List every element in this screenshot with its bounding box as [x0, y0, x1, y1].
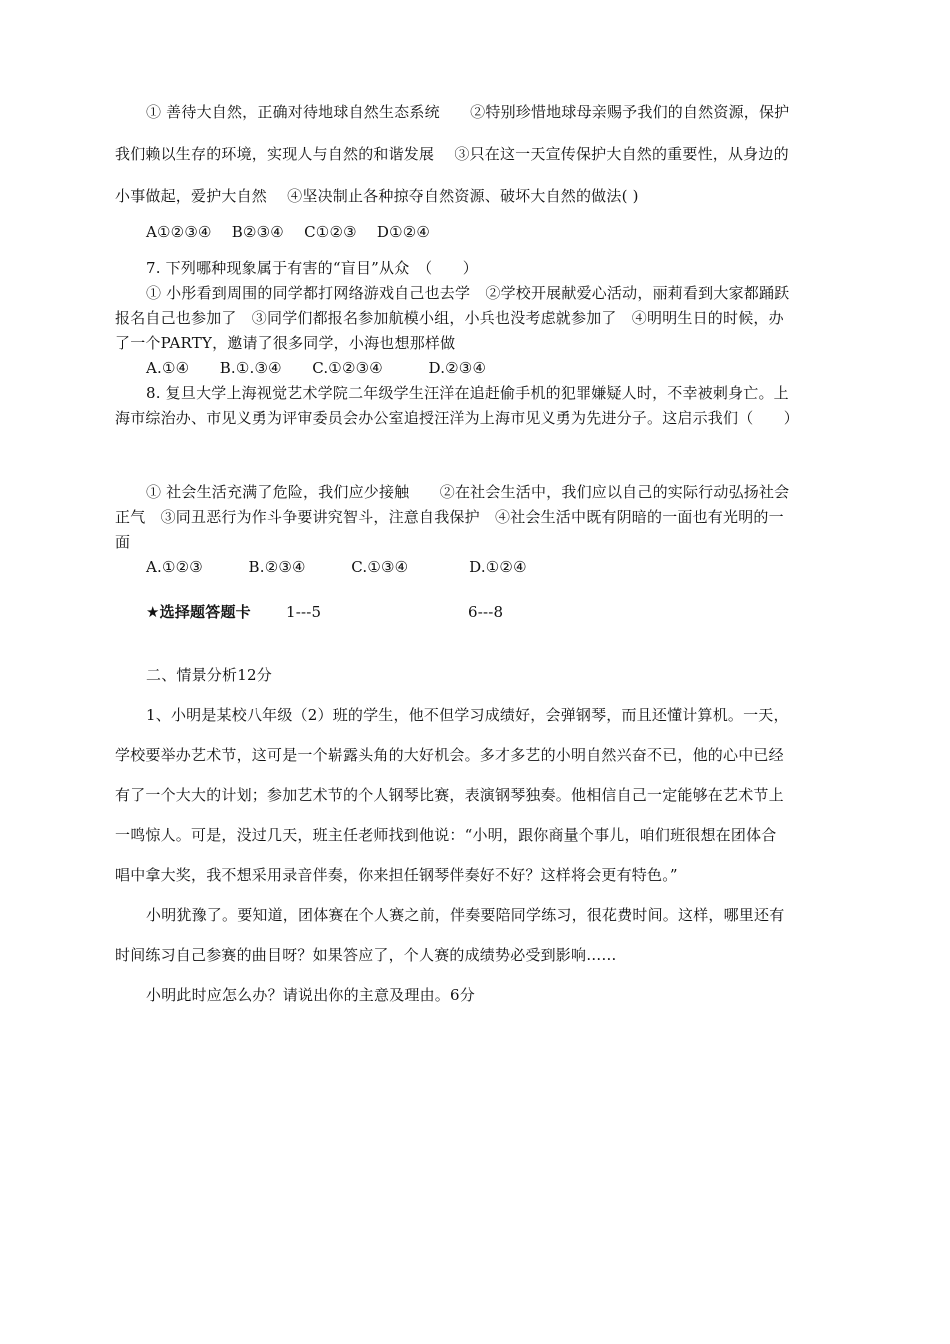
q6-statement-line-2: 我们赖以生存的环境，实现人与自然的和谐发展 ③只在这一天宣传保护大自然的重要性，从身边的: [115, 145, 789, 163]
q8-statement-line-1: ① 社会生活充满了危险，我们应少接触 ②在社会生活中，我们应以自己的实际行动弘扬社会: [146, 483, 790, 501]
q7-statement-line-1: ① 小彤看到周围的同学都打网络游戏自己也去学 ②学校开展献爱心活动，丽莉看到大家都踊跃: [146, 284, 790, 302]
scenario-paragraph-2-line-1: 小明犹豫了。要知道，团体赛在个人赛之前，伴奏要陪同学练习，很花费时间。这样，哪里还有: [146, 906, 785, 924]
q6-statement-line-1: ① 善待大自然，正确对待地球自然生态系统 ②特别珍惜地球母亲赐予我们的自然资源，保护: [146, 103, 790, 121]
scenario-paragraph-1-line-3: 有了一个大大的计划；参加艺术节的个人钢琴比赛，表演钢琴独奏。他相信自己一定能够在艺术节上: [115, 786, 784, 804]
q8-stem-line-2: 海市综治办、市见义勇为评审委员会办公室追授汪洋为上海市见义勇为先进分子。这启示我们（ ）: [115, 409, 800, 427]
q7-options: A.①④ B.①.③④ C.①②③④ D.②③④: [146, 359, 487, 377]
q7-statement-line-3: 了一个PARTY，邀请了很多同学，小海也想那样做: [115, 334, 456, 352]
answer-card-range-1: 1---5: [286, 603, 322, 621]
scenario-paragraph-1-line-2: 学校要举办艺术节，这可是一个崭露头角的大好机会。多才多艺的小明自然兴奋不已，他的心中已经: [115, 746, 784, 764]
q8-stem-line-1: 8. 复旦大学上海视觉艺术学院二年级学生汪洋在追赶偷手机的犯罪嫌疑人时，不幸被刺身亡。上: [146, 384, 789, 402]
scenario-paragraph-1-line-1: 1、小明是某校八年级（2）班的学生，他不但学习成绩好，会弹钢琴，而且还懂计算机。一天，: [146, 706, 789, 724]
q7-statement-line-2: 报名自己也参加了 ③同学们都报名参加航模小组，小兵也没考虑就参加了 ④明明生日的时候，办: [115, 309, 784, 327]
scenario-paragraph-1-line-5: 唱中拿大奖，我不想采用录音伴奏，你来担任钢琴伴奏好不好？这样将会更有特色。”: [115, 866, 678, 884]
answer-card-range-2: 6---8: [468, 603, 504, 621]
scenario-paragraph-2-line-2: 时间练习自己参赛的曲目呀？如果答应了，个人赛的成绩势必受到影响……: [115, 946, 617, 964]
answer-card-title: ★选择题答题卡: [146, 603, 251, 621]
q6-options: A①②③④ B②③④ C①②③ D①②④: [146, 223, 431, 241]
q8-statement-line-2: 正气 ③同丑恶行为作斗争要讲究智斗，注意自我保护 ④社会生活中既有阴暗的一面也有光明的一: [115, 508, 784, 526]
q8-statement-line-3: 面: [115, 533, 131, 551]
q7-stem: 7. 下列哪种现象属于有害的“盲目”从众 （ ）: [146, 259, 478, 277]
scenario-paragraph-1-line-4: 一鸣惊人。可是，没过几天，班主任老师找到他说：“小明，跟你商量个事儿，咱们班很想在团体合: [115, 826, 777, 844]
q8-options: A.①②③ B.②③④ C.①③④ D.①②④: [146, 558, 527, 576]
scenario-question: 小明此时应怎么办？请说出你的主意及理由。6分: [146, 986, 475, 1004]
q6-statement-line-3: 小事做起，爱护大自然 ④坚决制止各种掠夺自然资源、破坏大自然的做法( ): [115, 187, 639, 205]
answer-card-label: [146, 602, 251, 622]
section-2-heading: 二、情景分析12分: [146, 666, 272, 684]
